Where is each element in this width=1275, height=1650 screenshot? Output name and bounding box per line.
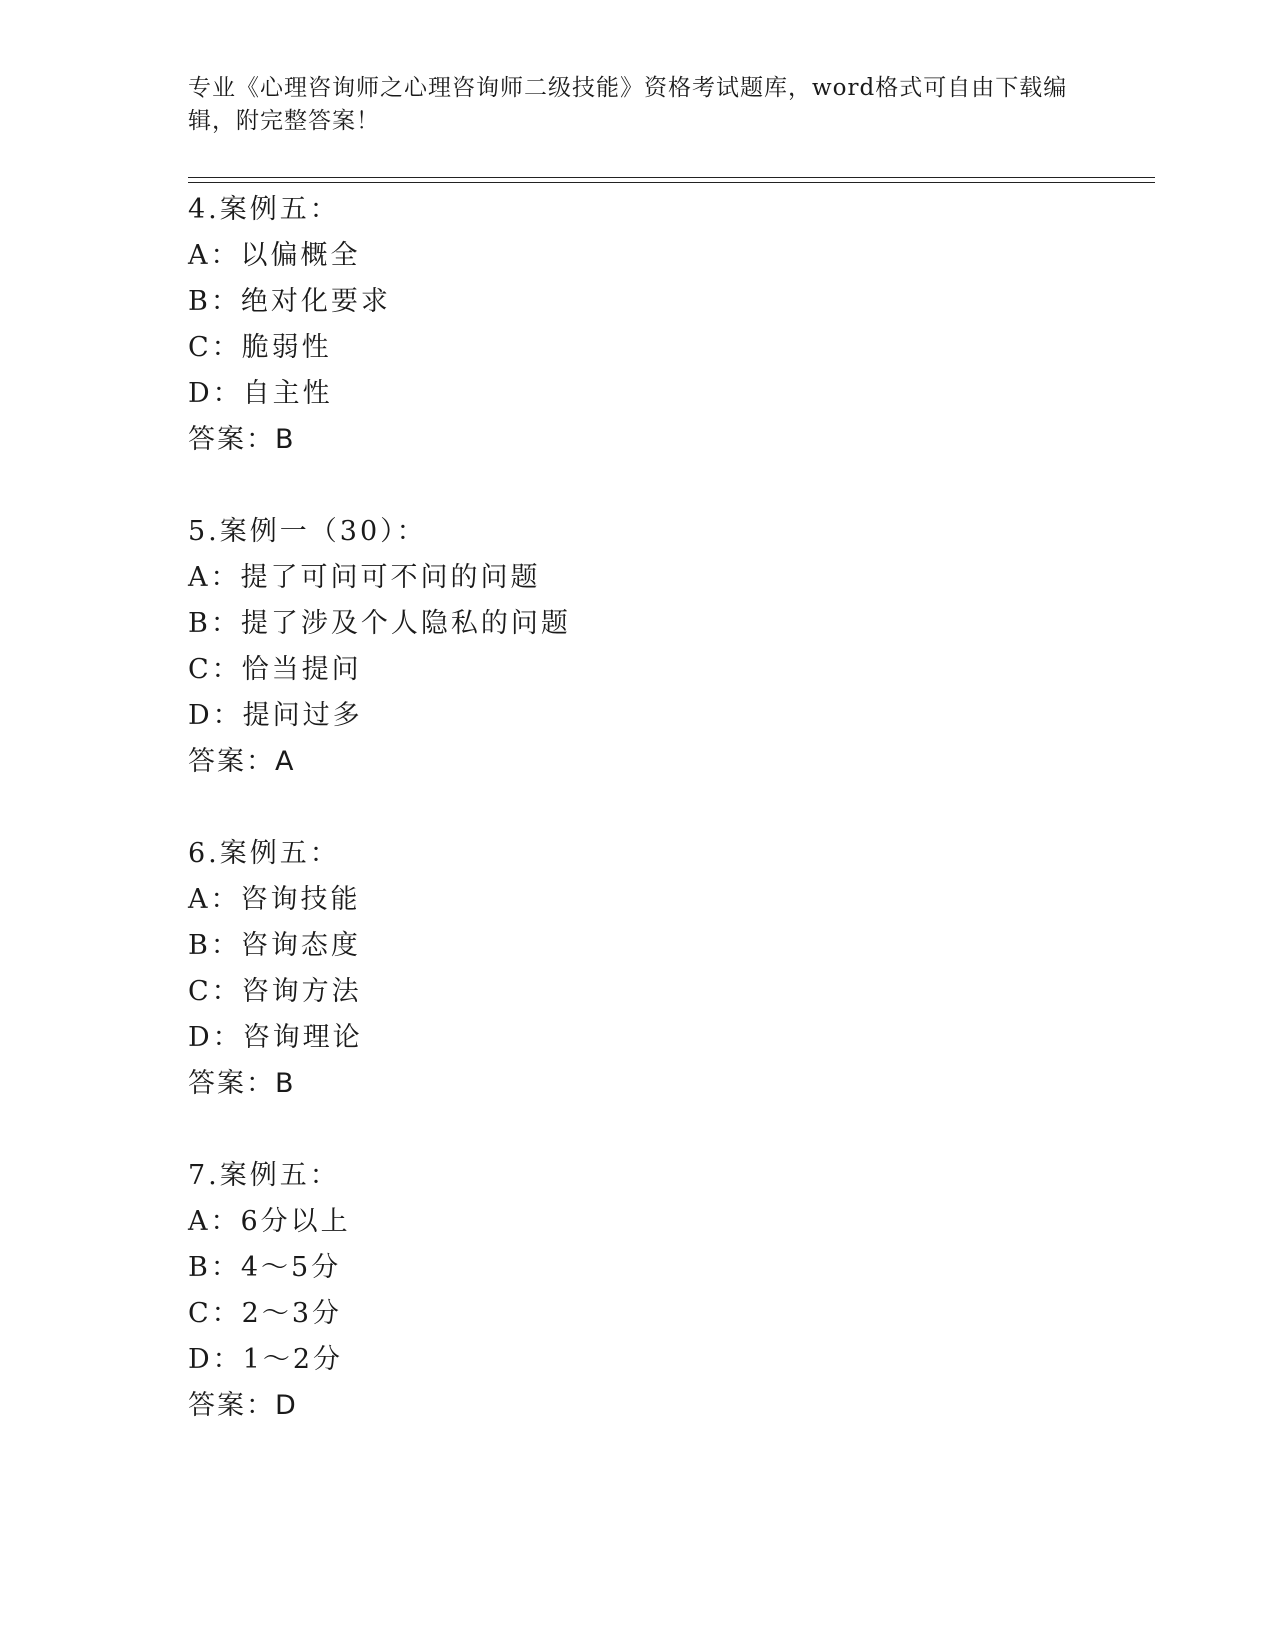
option-a: A：6分以上 bbox=[188, 1206, 351, 1237]
document-intro: 专业《心理咨询师之心理咨询师二级技能》资格考试题库，word格式可自由下载编辑，附完整答案！ bbox=[188, 75, 1068, 134]
question-6 bbox=[188, 831, 363, 1107]
option-d: D：提问过多 bbox=[188, 700, 363, 731]
header-divider-bottom bbox=[188, 182, 1155, 183]
question-stem: 6.案例五： bbox=[188, 838, 340, 869]
question-stem: 7.案例五： bbox=[188, 1160, 340, 1191]
option-b: B：绝对化要求 bbox=[188, 286, 391, 317]
question-stem: 4.案例五： bbox=[188, 194, 340, 225]
question-stem: 5.案例一（30）： bbox=[188, 516, 427, 547]
option-a: A：提了可问可不问的问题 bbox=[188, 562, 541, 593]
answer-line: 答案：B bbox=[188, 424, 296, 455]
header-divider-top bbox=[188, 177, 1155, 178]
question-5 bbox=[188, 509, 571, 785]
option-a: A：以偏概全 bbox=[188, 240, 361, 271]
option-c: C：咨询方法 bbox=[188, 976, 362, 1007]
question-4 bbox=[188, 187, 391, 463]
option-b: B：4～5分 bbox=[188, 1252, 342, 1283]
option-b: B：咨询态度 bbox=[188, 930, 361, 961]
question-7 bbox=[188, 1153, 351, 1429]
option-a: A：咨询技能 bbox=[188, 884, 361, 915]
option-c: C：2～3分 bbox=[188, 1298, 343, 1329]
option-d: D：1～2分 bbox=[188, 1344, 344, 1375]
answer-line: 答案：B bbox=[188, 1068, 296, 1099]
option-b: B：提了涉及个人隐私的问题 bbox=[188, 608, 571, 639]
option-d: D：自主性 bbox=[188, 378, 333, 409]
option-c: C：脆弱性 bbox=[188, 332, 332, 363]
answer-line: 答案：A bbox=[188, 746, 296, 777]
option-d: D：咨询理论 bbox=[188, 1022, 363, 1053]
answer-line: 答案：D bbox=[188, 1390, 298, 1421]
option-c: C：恰当提问 bbox=[188, 654, 362, 685]
